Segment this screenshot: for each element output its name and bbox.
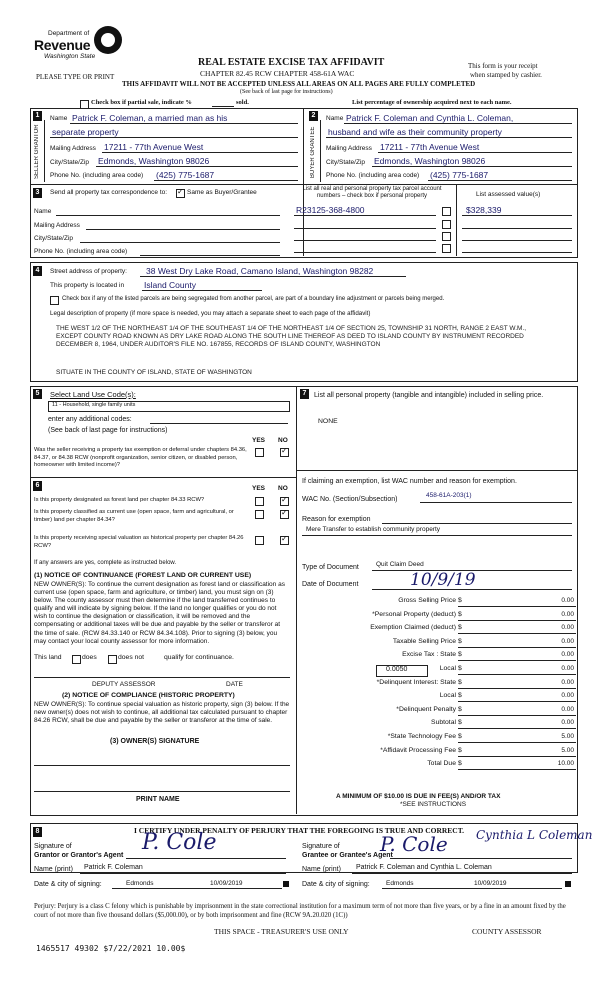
- financial-row-value[interactable]: 0.00: [561, 719, 574, 727]
- correspondence-city-label: City/State/Zip: [34, 235, 74, 242]
- financial-row-underline: [458, 606, 576, 607]
- exemption-claim-label: If claiming an exemption, list WAC number and reason for exemption.: [302, 478, 517, 485]
- financial-row-label: *Delinquent Interest: State: [376, 678, 456, 686]
- dor-logo: [30, 24, 130, 66]
- financial-row-label: Total Due: [427, 760, 456, 768]
- financial-row: [300, 692, 576, 703]
- financial-row-prefix: $: [458, 760, 462, 768]
- if-yes-note: If any answers are yes, complete as instructed below.: [34, 560, 177, 566]
- notice-compliance-title: (2) NOTICE OF COMPLIANCE (HISTORIC PROPERTY): [62, 692, 235, 699]
- open-space-question: Is this property classified as current use (open space, farm and agricultural, or timber) land per chapter 84.34?: [34, 509, 234, 523]
- does-not-label: does not: [118, 654, 145, 661]
- assessed-value[interactable]: $328,339: [466, 205, 502, 215]
- grantor-date-label: Date & city of signing:: [34, 881, 102, 888]
- correspondence-phone-field[interactable]: [140, 255, 280, 256]
- form-subtitle: CHAPTER 82.45 RCW CHAPTER 458-61A WAC: [200, 69, 355, 78]
- financial-row-underline: [458, 688, 576, 689]
- buyer-name-label: Name: [326, 115, 344, 122]
- acceptance-warning: THIS AFFIDAVIT WILL NOT BE ACCEPTED UNLESS ALL AREAS ON ALL PAGES ARE FULLY COMPLETED: [122, 80, 476, 88]
- financial-row-prefix: $: [458, 651, 462, 659]
- financial-row-prefix: $: [458, 637, 462, 645]
- financial-row-prefix: $: [458, 733, 462, 740]
- financial-row-value[interactable]: 0.00: [561, 637, 574, 645]
- does-qualify-checkbox[interactable]: [72, 655, 81, 664]
- financial-row: [300, 624, 576, 635]
- financial-row-underline: [458, 756, 576, 757]
- grantor-agent-label: Grantor or Grantor's Agent: [34, 852, 124, 859]
- financial-row-underline: [458, 769, 576, 770]
- financial-row-value[interactable]: 0.00: [561, 651, 574, 659]
- financial-row-value[interactable]: 0.00: [561, 705, 574, 713]
- financial-row-value[interactable]: 0.00: [561, 610, 574, 618]
- treasurer-stamp: 1465517 49302 $7/22/2021 10.00$: [36, 944, 186, 953]
- grantor-sig-label: Signature of: [34, 843, 72, 850]
- deputy-date-label: DATE: [226, 681, 243, 688]
- correspondence-mailing-label: Mailing Address: [34, 222, 80, 229]
- parcel-4-personal-checkbox[interactable]: [442, 244, 451, 253]
- financial-row-underline: [458, 715, 576, 716]
- doc-type[interactable]: Quit Claim Deed: [376, 561, 424, 568]
- financial-row-value[interactable]: 0.00: [561, 624, 574, 632]
- financial-row: [300, 611, 576, 622]
- financial-row-value[interactable]: 0.00: [561, 678, 574, 686]
- financial-row-value[interactable]: 5.00: [561, 733, 574, 740]
- print-name-label: PRINT NAME: [136, 796, 180, 803]
- financial-row-underline: [458, 660, 576, 661]
- financial-row-label: *Delinquent Penalty: [396, 705, 456, 713]
- correspondence-name-label: Name: [34, 208, 52, 215]
- buyer-name[interactable]: Patrick F. Coleman and Cynthia L. Coleman,: [346, 113, 514, 123]
- forest-no-checkbox[interactable]: [280, 497, 289, 506]
- seller-mailing[interactable]: 17211 - 77th Avenue West: [104, 142, 204, 152]
- s6-no-header: NO: [278, 485, 288, 492]
- financial-row-label: Subtotal: [431, 719, 456, 727]
- buyer-side-label: BUYER GRANTEE: [310, 126, 316, 178]
- segregated-label: Check box if any of the listed parcels are being segregated from another parcel, are part of a boundary line adjustment or parcels being merged.: [62, 296, 445, 302]
- owner-signature-field[interactable]: [34, 765, 290, 766]
- grantee-signature-2[interactable]: Cynthia L Coleman: [476, 828, 593, 842]
- financial-row: [300, 733, 576, 744]
- this-land-label: This land: [34, 654, 62, 661]
- open-space-no-checkbox[interactable]: [280, 510, 289, 519]
- financial-row-prefix: $: [458, 705, 462, 713]
- seller-name-line2[interactable]: separate property: [52, 127, 119, 137]
- exemption-no-checkbox[interactable]: [280, 448, 289, 457]
- land-use-label: Select Land Use Code(s):: [50, 390, 136, 399]
- grantee-date-marker-icon: [565, 881, 571, 887]
- sold-label: sold.: [236, 99, 249, 106]
- financial-row: [300, 597, 576, 608]
- correspondence-name-field[interactable]: [56, 215, 280, 216]
- minimum-fee-note: A MINIMUM OF $10.00 IS DUE IN FEE(S) AND/OR TAX: [336, 793, 501, 800]
- notice-continuance-title: (1) NOTICE OF CONTINUANCE (FOREST LAND OR CURRENT USE): [34, 572, 252, 579]
- section-6-badge: 6: [33, 481, 42, 491]
- seller-mailing-label: Mailing Address: [50, 145, 96, 152]
- financial-row-underline: [458, 742, 576, 743]
- financial-row-prefix: $: [458, 678, 462, 686]
- grantee-date[interactable]: 10/09/2019: [474, 880, 507, 887]
- grantor-print-name[interactable]: Patrick F. Coleman: [84, 864, 143, 871]
- financial-row-underline: [458, 647, 576, 648]
- grantee-sig-label: Signature of: [302, 843, 340, 850]
- owner-signature-title: (3) OWNER(S) SIGNATURE: [110, 738, 200, 745]
- same-as-buyer-checkbox[interactable]: [176, 189, 185, 198]
- financial-row-value[interactable]: 0.00: [561, 597, 574, 604]
- see-instructions-note: *SEE INSTRUCTIONS: [400, 801, 467, 808]
- logo-text-line3: Washington State: [44, 53, 96, 60]
- doc-date[interactable]: 10/9/19: [410, 570, 476, 590]
- parcel-header: List all real and personal property tax parcel account numbers – check box if personal property: [302, 186, 442, 199]
- certify-statement: I CERTIFY UNDER PENALTY OF PERJURY THAT THE FOREGOING IS TRUE AND CORRECT.: [134, 826, 465, 835]
- historic-question: Is this property receiving special valuation as historical property per chapter 84.26 RCW?: [34, 535, 244, 549]
- financial-row: [300, 719, 576, 730]
- grantor-date-marker-icon: [283, 881, 289, 887]
- financial-row-underline: [458, 701, 576, 702]
- please-type: PLEASE TYPE OR PRINT: [36, 73, 115, 81]
- legal-description-label: Legal description of property (if more space is needed, you may attach a separate sheet to each page of the affidavit): [50, 310, 371, 317]
- seller-phone[interactable]: (425) 775-1687: [156, 170, 215, 180]
- doc-type-label: Type of Document: [302, 564, 359, 571]
- financial-row-label: *Affidavit Processing Fee: [380, 746, 456, 754]
- seller-phone-label: Phone No. (including area code): [50, 172, 144, 179]
- s5-no-header: NO: [278, 437, 288, 444]
- seller-city[interactable]: Edmonds, Washington 98026: [98, 156, 210, 166]
- financial-row-label: Gross Selling Price: [398, 597, 456, 604]
- logo-text-line2: Revenue: [34, 37, 91, 53]
- buyer-city-label: City/State/Zip: [326, 159, 366, 166]
- see-back-note: (See back of last page for instructions): [240, 89, 333, 95]
- notice-continuance-body: NEW OWNER(S): To continue the current designation as forest land or classification as current use (open space, farm and agriculture, or timber) land, you must sign on (3) below. The county assessor must then determine if the land transferred continues to qualify and will indicate by signing below. If the land no longer qualifies or you do not wish to continue the designation or classification, it will be removed and the compensating or additional taxes will be due and payable by the seller or transferor at the time of sale. (RCW 84.33.140 or RCW 84.34.108). Prior to signing (3) below, you may contact your local county assessor for more information.: [34, 581, 285, 645]
- additional-codes-label: enter any additional codes:: [48, 416, 132, 423]
- land-use-value: 11 - Household, single family units: [52, 402, 136, 408]
- owner-print-name-field[interactable]: [34, 791, 290, 792]
- buyer-mailing[interactable]: 17211 - 77th Avenue West: [380, 142, 480, 152]
- legal-description[interactable]: THE WEST 1/2 OF THE NORTHEAST 1/4 OF THE SOUTHEAST 1/4 OF THE NORTHEAST 1/4 OF SECTION 25, TOWNSHIP 31 NORTH, RANGE 2 EAST W.M., EXCEPT COUNTY ROAD KNOWN AS DRY LAKE ROAD ALONG THE SOUTH LINE THEREOF AS DEED TO ISLAND COUNTY BY INSTRUMENT RECORDED DECEMBER 8, 1964, UNDER AUDITOR'S FILE NO. 167855, RECORDS OF ISLAND COUNTY, WASHINGTON: [56, 325, 527, 348]
- reason-label: Reason for exemption: [302, 516, 371, 523]
- financial-row: [300, 679, 576, 690]
- does-not-qualify-checkbox[interactable]: [108, 655, 117, 664]
- assessed-header: List assessed value(s): [476, 191, 541, 198]
- seller-name[interactable]: Patrick F. Coleman, a married man as his: [72, 113, 228, 123]
- local-rate: 0.0050: [386, 666, 408, 673]
- grantee-city[interactable]: Edmonds: [386, 880, 414, 887]
- does-label: does: [82, 654, 97, 661]
- financial-row-label: Exemption Claimed (deduct): [370, 624, 456, 632]
- wac-number[interactable]: 458-61A-203(1): [426, 492, 472, 499]
- section-2-badge: 2: [309, 111, 318, 121]
- additional-codes-field[interactable]: [150, 423, 288, 424]
- grantor-name-label: Name (print): [34, 866, 73, 873]
- ownership-note: List percentage of ownership acquired next to each name.: [352, 99, 512, 106]
- financial-row-label: Local: [439, 692, 456, 700]
- seller-side-label: SELLER GRANTOR: [34, 124, 40, 180]
- buyer-city[interactable]: Edmonds, Washington 98026: [374, 156, 486, 166]
- financial-row-prefix: $: [458, 624, 462, 632]
- financial-row-underline: [458, 674, 576, 675]
- correspondence-mailing-field[interactable]: [86, 229, 280, 230]
- exemption-question: Was the seller receiving a property tax exemption or deferral under chapters 84.36, 84.37, or 84.38 RCW (nonprofit organization, senior citizen, or disabled person, homeowner with limited income)?: [34, 447, 247, 468]
- financial-row: [300, 760, 576, 771]
- receipt-note-1: This form is your receipt: [468, 62, 538, 70]
- seller-city-label: City/State/Zip: [50, 159, 90, 166]
- qualify-label: qualify for continuance.: [164, 654, 234, 661]
- seller-name-label: Name: [50, 115, 68, 122]
- correspondence-phone-label: Phone No. (including area code): [34, 248, 128, 255]
- financial-row-underline: [458, 728, 576, 729]
- section-3-badge: 3: [33, 188, 42, 198]
- historic-no-checkbox[interactable]: [280, 536, 289, 545]
- correspondence-city-field[interactable]: [80, 242, 280, 243]
- financial-row-prefix: $: [458, 692, 462, 700]
- financial-row: [300, 747, 576, 758]
- parcel-1-personal-checkbox[interactable]: [442, 207, 451, 216]
- parcel-number[interactable]: R23125-368-4800: [296, 205, 365, 215]
- financial-row-prefix: $: [458, 746, 462, 754]
- financial-row-label: Taxable Selling Price: [392, 637, 456, 645]
- buyer-phone[interactable]: (425) 775-1687: [430, 170, 489, 180]
- same-as-buyer-label: Same as Buyer/Grantee: [187, 189, 257, 196]
- financial-row-underline: [458, 620, 576, 621]
- financial-row-label: *Personal Property (deduct): [372, 610, 456, 618]
- land-use-instructions: (See back of last page for instructions): [48, 427, 168, 434]
- perjury-notice: Perjury: Perjury is a class C felony which is punishable by imprisonment in the state correctional institution for a maximum term of not more than five years, or by a fine in an amount fixed by the court of not more than five thousand dollars ($5,000.00), or by both imprisonment and fine (RCW 9A.20.020 (1C)): [34, 903, 566, 919]
- section-8-badge: 8: [33, 827, 42, 837]
- grantor-date[interactable]: 10/09/2019: [210, 880, 243, 887]
- treasurer-use-label: THIS SPACE - TREASURER'S USE ONLY: [214, 927, 349, 936]
- county-assessor-label: COUNTY ASSESSOR: [472, 927, 542, 936]
- partial-sale-label: Check box if partial sale, indicate %: [91, 99, 192, 106]
- financial-row-prefix: $: [458, 597, 462, 604]
- forest-question: Is this property designated as forest land per chapter 84.33 RCW?: [34, 497, 205, 503]
- financial-row-prefix: $: [458, 610, 462, 618]
- financial-row-value[interactable]: 0.00: [561, 665, 574, 672]
- section-7-badge: 7: [300, 389, 309, 399]
- parcel-3-personal-checkbox[interactable]: [442, 232, 451, 241]
- section-4-block: [30, 262, 578, 382]
- county-label: This property is located in: [50, 282, 125, 289]
- grantee-print-name[interactable]: Patrick F. Coleman and Cynthia L. Coleman: [356, 864, 492, 871]
- grantee-agent-label: Grantee or Grantee's Agent: [302, 852, 393, 859]
- forest-yes-checkbox[interactable]: [255, 497, 264, 506]
- logo-text-line1: Department of: [48, 30, 90, 37]
- buyer-mailing-label: Mailing Address: [326, 145, 372, 152]
- s6-yes-header: YES: [252, 485, 266, 492]
- financial-row-value[interactable]: 5.00: [561, 746, 574, 754]
- financial-row-value[interactable]: 0.00: [561, 692, 574, 700]
- segregated-checkbox[interactable]: [50, 296, 59, 305]
- property-street[interactable]: 38 West Dry Lake Road, Camano Island, Washington 98282: [146, 266, 374, 276]
- exemption-reason[interactable]: Mere Transfer to establish community property: [306, 526, 441, 533]
- section-5-badge: 5: [33, 389, 42, 399]
- financial-row: [300, 665, 576, 676]
- grantor-signature[interactable]: P. Cole: [142, 830, 217, 855]
- deputy-assessor-label: DEPUTY ASSESSOR: [92, 681, 156, 688]
- grantee-signature[interactable]: P. Cole: [380, 832, 448, 856]
- buyer-phone-label: Phone No. (including area code): [326, 172, 420, 179]
- financial-row: [300, 638, 576, 649]
- exemption-yes-checkbox[interactable]: [255, 448, 264, 457]
- notice-compliance-body: NEW OWNER(S): To continue special valuation as historic property, sign (3) below. If the new owner(s) does not wish to continue, all additional tax calculated pursuant to chapter 84.26 RCW, shall be due and payable by the seller or transferor at the time of sale.: [34, 701, 290, 724]
- receipt-note-2: when stamped by cashier.: [470, 71, 542, 79]
- grantee-date-label: Date & city of signing:: [302, 881, 370, 888]
- financial-row-label: Local: [439, 665, 456, 672]
- historic-yes-checkbox[interactable]: [255, 536, 264, 545]
- personal-property-label: List all personal property (tangible and intangible) included in selling price.: [314, 392, 544, 399]
- financial-row: [300, 651, 576, 662]
- form-title: REAL ESTATE EXCISE TAX AFFIDAVIT: [198, 57, 385, 68]
- open-space-yes-checkbox[interactable]: [255, 510, 264, 519]
- financial-row-label: *State Technology Fee: [387, 733, 456, 740]
- section-4-badge: 4: [33, 266, 42, 276]
- street-label: Street address of property:: [50, 268, 127, 275]
- section-1-badge: 1: [33, 111, 42, 121]
- grantor-city[interactable]: Edmonds: [126, 880, 154, 887]
- grantee-name-label: Name (print): [302, 866, 341, 873]
- financial-row: [300, 706, 576, 717]
- financial-row-prefix: $: [458, 719, 462, 727]
- deputy-assessor-field[interactable]: [34, 677, 290, 678]
- doc-date-label: Date of Document: [302, 581, 359, 588]
- personal-property-value[interactable]: NONE: [318, 418, 338, 425]
- buyer-name-line2[interactable]: husband and wife as their community property: [328, 127, 502, 137]
- property-county[interactable]: Island County: [144, 280, 196, 290]
- parcel-2-personal-checkbox[interactable]: [442, 220, 451, 229]
- wac-label: WAC No. (Section/Subsection): [302, 496, 398, 503]
- financial-row-underline: [458, 633, 576, 634]
- send-correspondence-label: Send all property tax correspondence to:: [50, 189, 168, 196]
- financial-row-prefix: $: [458, 665, 462, 672]
- financial-row-label: Excise Tax : State: [402, 651, 456, 659]
- s5-yes-header: YES: [252, 437, 266, 444]
- situate-text[interactable]: SITUATE IN THE COUNTY OF ISLAND, STATE OF WASHINGTON: [56, 369, 252, 376]
- financial-row-value[interactable]: 10.00: [557, 760, 574, 768]
